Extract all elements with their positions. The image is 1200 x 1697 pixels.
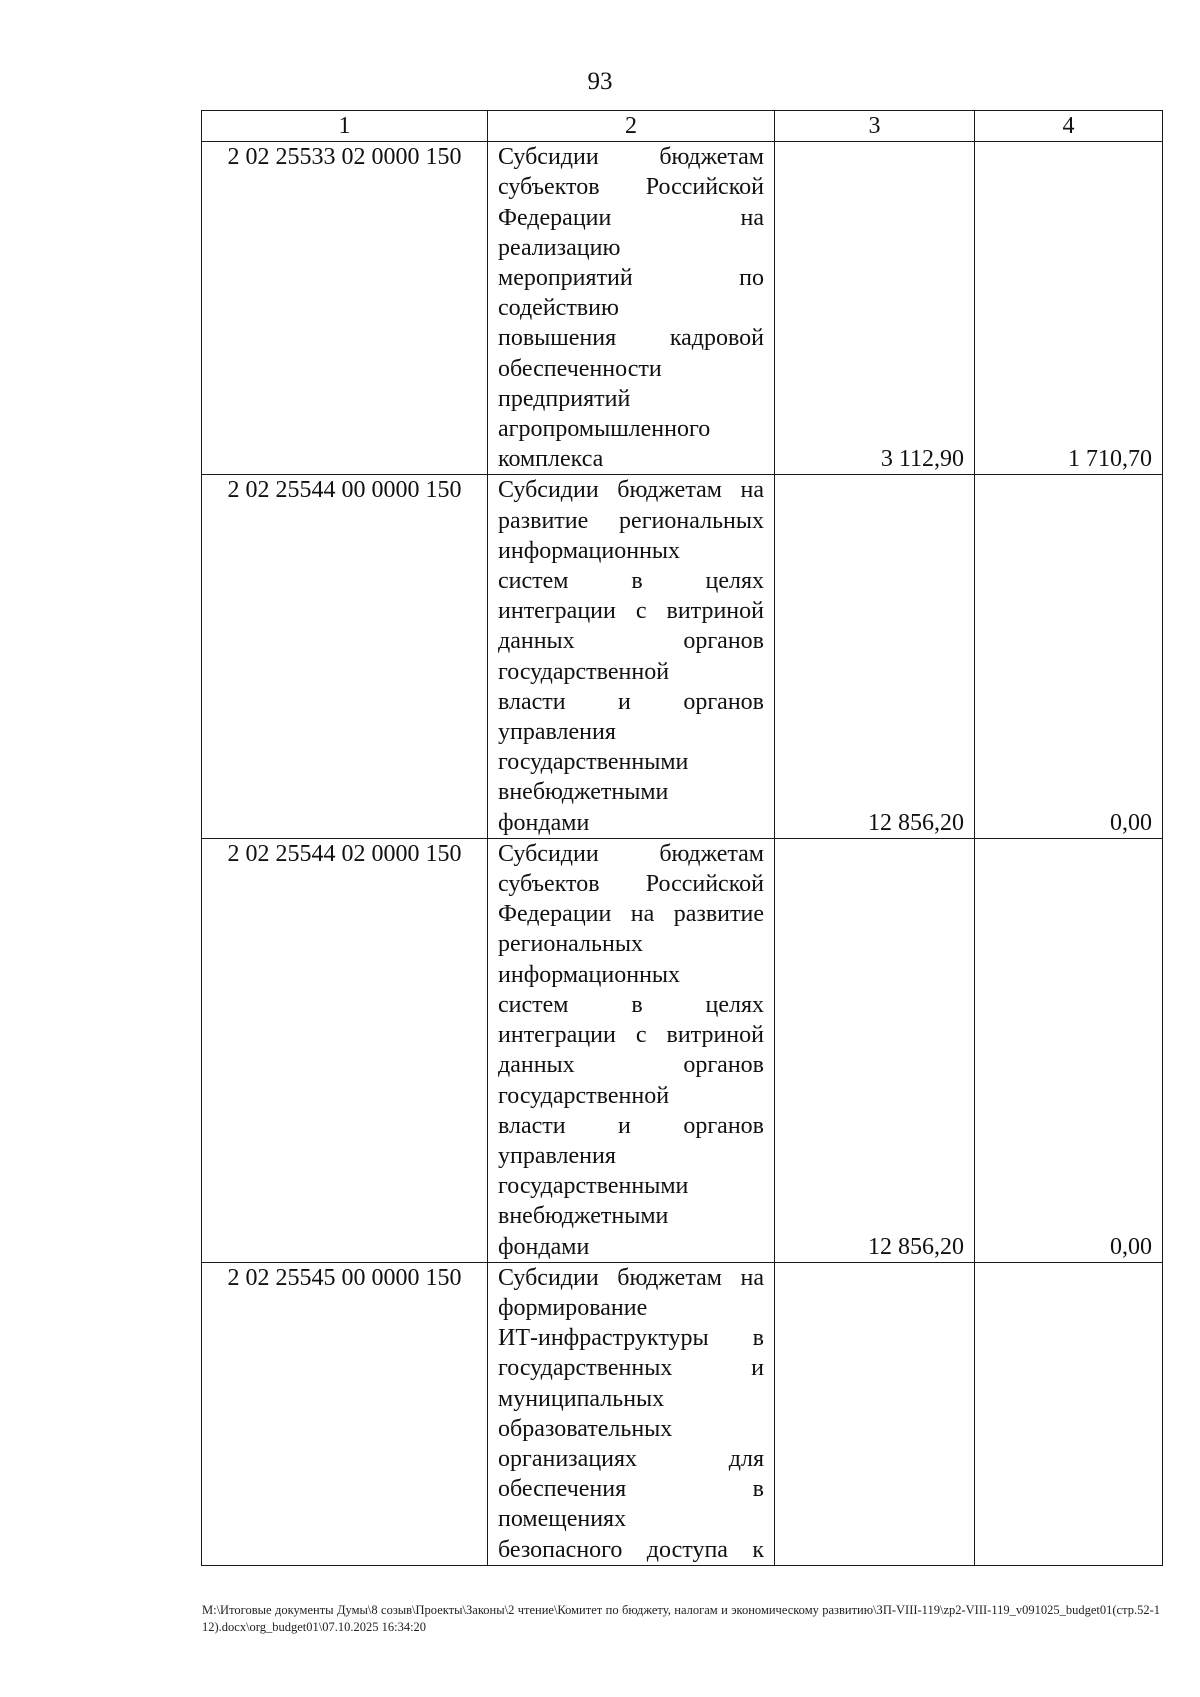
description-line: управления xyxy=(498,1142,616,1169)
description-line: повышения кадровой xyxy=(498,325,764,352)
description-line: внебюджетными xyxy=(498,1203,669,1230)
description-line: обеспечения в xyxy=(498,1476,764,1503)
description-line: власти и органов xyxy=(498,1112,764,1139)
description-line: власти и органов xyxy=(498,688,764,715)
page-number: 93 xyxy=(587,68,613,95)
description-line: субъектов Российской xyxy=(498,174,764,201)
description-cell xyxy=(488,142,775,475)
description-line: муниципальных xyxy=(498,1385,665,1412)
description-line: Федерации на развитие xyxy=(498,901,764,928)
amount-column-3-cell: 12 856,20 xyxy=(775,475,975,838)
description-line: Федерации на xyxy=(498,204,764,231)
description-line: субъектов Российской xyxy=(498,871,764,898)
amount-column-4-cell xyxy=(975,1262,1163,1565)
amount-column-4-cell: 0,00 xyxy=(975,475,1163,838)
description-line: управления xyxy=(498,719,616,746)
description-line: интеграции с витриной xyxy=(498,598,764,625)
description-line: безопасного доступа к xyxy=(498,1536,764,1563)
description-line: информационных xyxy=(498,961,681,988)
amount-column-3-cell xyxy=(775,1262,975,1565)
column-header-3: 3 xyxy=(775,111,975,142)
column-header-4: 4 xyxy=(975,111,1163,142)
document-file-path: M:\Итоговые документы Думы\8 созыв\Проекты\Законы\2 чтение\Комитет по бюджету, налогам и экономическому развитию\ЗП-VIII-119\zp2-VIII-119_v091025_budget01(стр.52-112).docx\org_budget01\07.10.2025 16:34:20 xyxy=(202,1603,1160,1634)
budget-code-cell: 2 02 25544 00 0000 150 xyxy=(202,475,488,838)
description-line: комплекса xyxy=(498,446,604,473)
amount-column-3-cell: 12 856,20 xyxy=(775,838,975,1262)
column-header-2: 2 xyxy=(488,111,775,142)
description-line: внебюджетными xyxy=(498,779,669,806)
description-line: Субсидии бюджетам xyxy=(498,840,764,867)
description-line: содействию xyxy=(498,295,619,322)
description-line: государственных и xyxy=(498,1355,764,1382)
description-line: развитие региональных xyxy=(498,507,764,534)
description-line: систем в целях xyxy=(498,991,764,1018)
table-row xyxy=(202,838,1163,1262)
description-line: государственной xyxy=(498,658,670,685)
description-line: реализацию xyxy=(498,234,621,261)
amount-column-4-cell: 1 710,70 xyxy=(975,142,1163,475)
description-cell xyxy=(488,1262,775,1565)
description-cell xyxy=(488,475,775,838)
table-body xyxy=(202,142,1163,1566)
description-line: государственными xyxy=(498,749,689,776)
description-line: Субсидии бюджетам на xyxy=(498,1264,764,1291)
description-line: фондами xyxy=(498,809,590,836)
table-row xyxy=(202,1262,1163,1565)
amount-column-4-cell: 0,00 xyxy=(975,838,1163,1262)
budget-code-cell: 2 02 25533 02 0000 150 xyxy=(202,142,488,475)
description-line: мероприятий по xyxy=(498,265,764,292)
description-line: государственной xyxy=(498,1082,670,1109)
description-line: организациях для xyxy=(498,1445,764,1472)
description-line: интеграции с витриной xyxy=(498,1022,764,1049)
description-line: предприятий xyxy=(498,385,631,412)
description-line: систем в целях xyxy=(498,568,764,595)
description-line: обеспеченности xyxy=(498,355,662,382)
table-row xyxy=(202,475,1163,838)
description-line: Субсидии бюджетам xyxy=(498,144,764,171)
table-header-row xyxy=(202,111,1163,142)
description-line: агропромышленного xyxy=(498,416,711,443)
description-cell xyxy=(488,838,775,1262)
description-line: региональных xyxy=(498,931,643,958)
description-line: государственными xyxy=(498,1173,689,1200)
description-line: информационных xyxy=(498,537,681,564)
budget-code-cell: 2 02 25545 00 0000 150 xyxy=(202,1262,488,1565)
description-line: образовательных xyxy=(498,1415,673,1442)
table-row xyxy=(202,142,1163,475)
budget-table xyxy=(201,110,1163,1566)
description-line: формирование xyxy=(498,1294,648,1321)
description-line: помещениях xyxy=(498,1506,627,1533)
budget-code-cell: 2 02 25544 02 0000 150 xyxy=(202,838,488,1262)
column-header-1: 1 xyxy=(202,111,488,142)
description-line: данных органов xyxy=(498,1052,764,1079)
description-line: данных органов xyxy=(498,628,764,655)
description-line: фондами xyxy=(498,1233,590,1260)
description-line: Субсидии бюджетам на xyxy=(498,477,764,504)
amount-column-3-cell: 3 112,90 xyxy=(775,142,975,475)
description-line: ИТ-инфраструктуры в xyxy=(498,1325,764,1352)
